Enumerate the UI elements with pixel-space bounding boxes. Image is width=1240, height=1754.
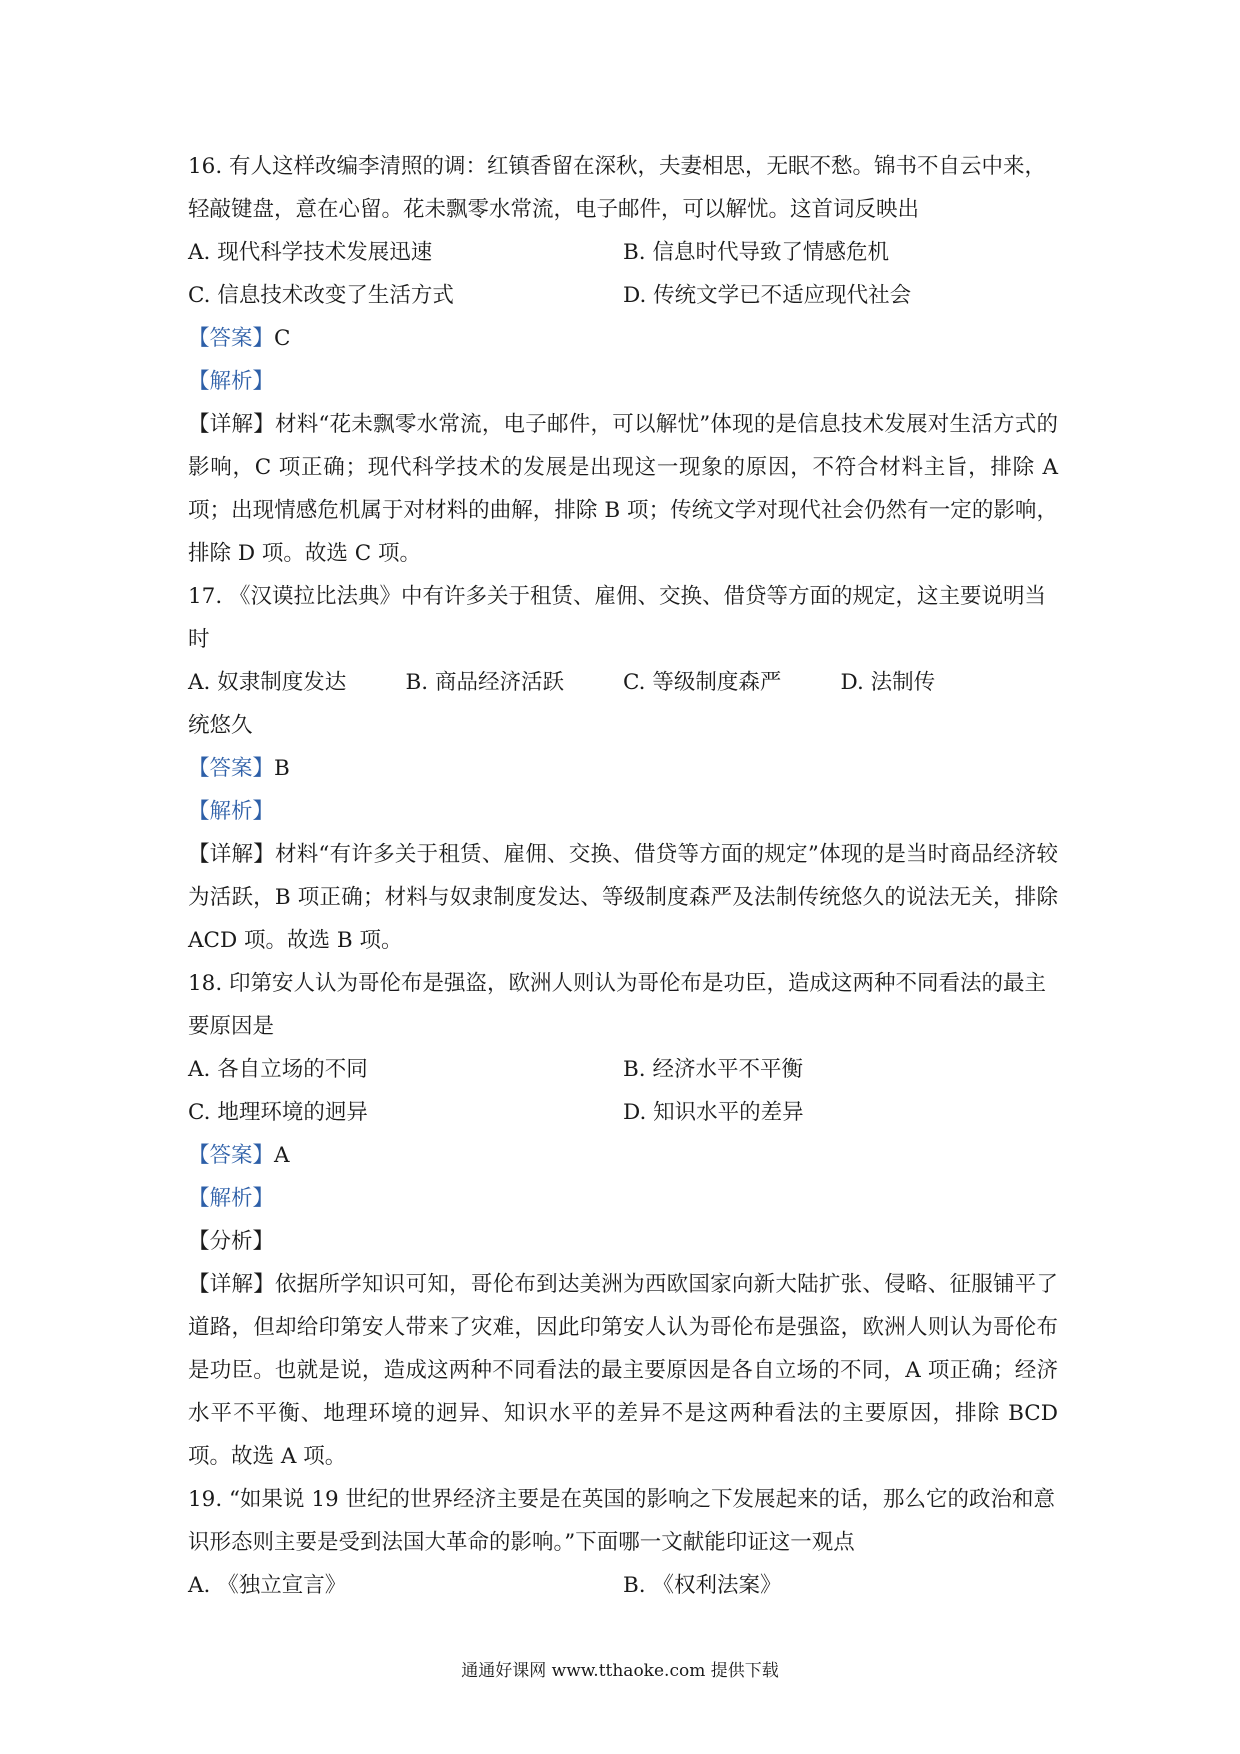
q18-detail-text: 依据所学知识可知，哥伦布到达美洲为西欧国家向新大陆扩张、侵略、征服铺平了道路，但却给印第安人带来了灾难，因此印第安人认为哥伦布是强盗，欧洲人则认为哥伦布是功臣。也就是说，造成这两种不同看法的最主要原因是各自立场的不同，A 项正确；经济水平不平衡、地理环境的迥异、知识水平的差异不是这两种看法的主要原因，排除 BCD 项。故选 A 项。 xyxy=(188,1272,1058,1469)
q17-options-row xyxy=(188,661,1058,704)
q18-options-row2 xyxy=(188,1091,1058,1134)
analysis-tag: 【解析】 xyxy=(188,799,275,824)
q16-answer xyxy=(188,317,1058,360)
q16-detail xyxy=(188,403,1058,575)
analysis-tag: 【解析】 xyxy=(188,369,275,394)
q18-options-row1 xyxy=(188,1048,1058,1091)
q16-option-b: B. 信息时代导致了情感危机 xyxy=(623,240,889,265)
q17-stem-line2: 时 xyxy=(188,627,210,652)
q16-options-row1 xyxy=(188,231,1058,274)
q19-option-a: A. 《独立宣言》 xyxy=(188,1573,347,1598)
q17-answer-value: B xyxy=(274,756,290,781)
q17-option-c: C. 等级制度森严 xyxy=(623,670,782,695)
q16-stem-line2: 轻敲键盘，意在心留。花未飘零水常流，电子邮件，可以解忧。这首词反映出 xyxy=(188,197,920,222)
q19-options-row1 xyxy=(188,1564,1058,1607)
q16-stem-line1: 16. 有人这样改编李清照的调：红镇香留在深秋，夫妻相思，无眠不愁。锦书不自云中来， xyxy=(188,154,1047,179)
document-body xyxy=(188,145,1058,1607)
q19-option-b: B. 《权利法案》 xyxy=(623,1573,782,1598)
q18-analysis xyxy=(188,1177,1058,1220)
q16-analysis xyxy=(188,360,1058,403)
fenxi-tag: 【分析】 xyxy=(188,1229,275,1254)
q16-option-a: A. 现代科学技术发展迅速 xyxy=(188,240,433,265)
q16-options-row2 xyxy=(188,274,1058,317)
answer-tag: 【答案】 xyxy=(188,756,275,781)
analysis-tag: 【解析】 xyxy=(188,1186,275,1211)
q18-answer xyxy=(188,1134,1058,1177)
answer-tag: 【答案】 xyxy=(188,326,275,351)
answer-tag: 【答案】 xyxy=(188,1143,275,1168)
q18-answer-value: A xyxy=(274,1143,290,1168)
q17-option-d-continued: 统悠久 xyxy=(188,713,253,738)
q19-stem-line2: 识形态则主要是受到法国大革命的影响。”下面哪一文献能印证这一观点 xyxy=(188,1530,855,1555)
detail-tag: 【详解】 xyxy=(188,412,275,437)
q17-option-d: D. 法制传 xyxy=(840,670,936,695)
q18-option-a: A. 各自立场的不同 xyxy=(188,1057,368,1082)
q17-analysis xyxy=(188,790,1058,833)
q18-option-b: B. 经济水平不平衡 xyxy=(623,1057,803,1082)
q17-option-b: B. 商品经济活跃 xyxy=(405,670,564,695)
q18-detail xyxy=(188,1263,1058,1478)
detail-tag: 【详解】 xyxy=(188,1272,276,1297)
q18-stem-line1: 18. 印第安人认为哥伦布是强盗，欧洲人则认为哥伦布是功臣，造成这两种不同看法的最主 xyxy=(188,971,1047,996)
q19-stem-line1: 19. “如果说 19 世纪的世界经济主要是在英国的影响之下发展起来的话，那么它的政治和意 xyxy=(188,1487,1056,1512)
q17-stem-line1: 17. 《汉谟拉比法典》中有许多关于租赁、雇佣、交换、借贷等方面的规定，这主要说明当 xyxy=(188,584,1047,609)
detail-tag: 【详解】 xyxy=(188,842,275,867)
q16-option-c: C. 信息技术改变了生活方式 xyxy=(188,283,454,308)
q17-detail xyxy=(188,833,1058,962)
q17-option-a: A. 奴隶制度发达 xyxy=(188,670,347,695)
q17-detail-text: 材料“有许多关于租赁、雇佣、交换、借贷等方面的规定”体现的是当时商品经济较为活跃，B 项正确；材料与奴隶制度发达、等级制度森严及法制传统悠久的说法无关，排除 ACD 项。故选 B 项。 xyxy=(188,842,1058,953)
q18-option-d: D. 知识水平的差异 xyxy=(623,1100,804,1125)
q18-stem-line2: 要原因是 xyxy=(188,1014,275,1039)
q16-option-d: D. 传统文学已不适应现代社会 xyxy=(623,283,912,308)
q16-answer-value: C xyxy=(274,326,291,351)
page-footer: 通通好课网 www.tthaoke.com 提供下载 xyxy=(461,1661,779,1681)
q16-detail-text: 材料“花未飘零水常流，电子邮件，可以解忧”体现的是信息技术发展对生活方式的影响，C 项正确；现代科学技术的发展是出现这一现象的原因，不符合材料主旨，排除 A 项；出现情感危机属于对材料的曲解，排除 B 项；传统文学对现代社会仍然有一定的影响，排除 D 项。故选 C 项。 xyxy=(188,412,1058,566)
q18-option-c: C. 地理环境的迥异 xyxy=(188,1100,368,1125)
q18-fenxi xyxy=(188,1220,1058,1263)
q17-answer xyxy=(188,747,1058,790)
